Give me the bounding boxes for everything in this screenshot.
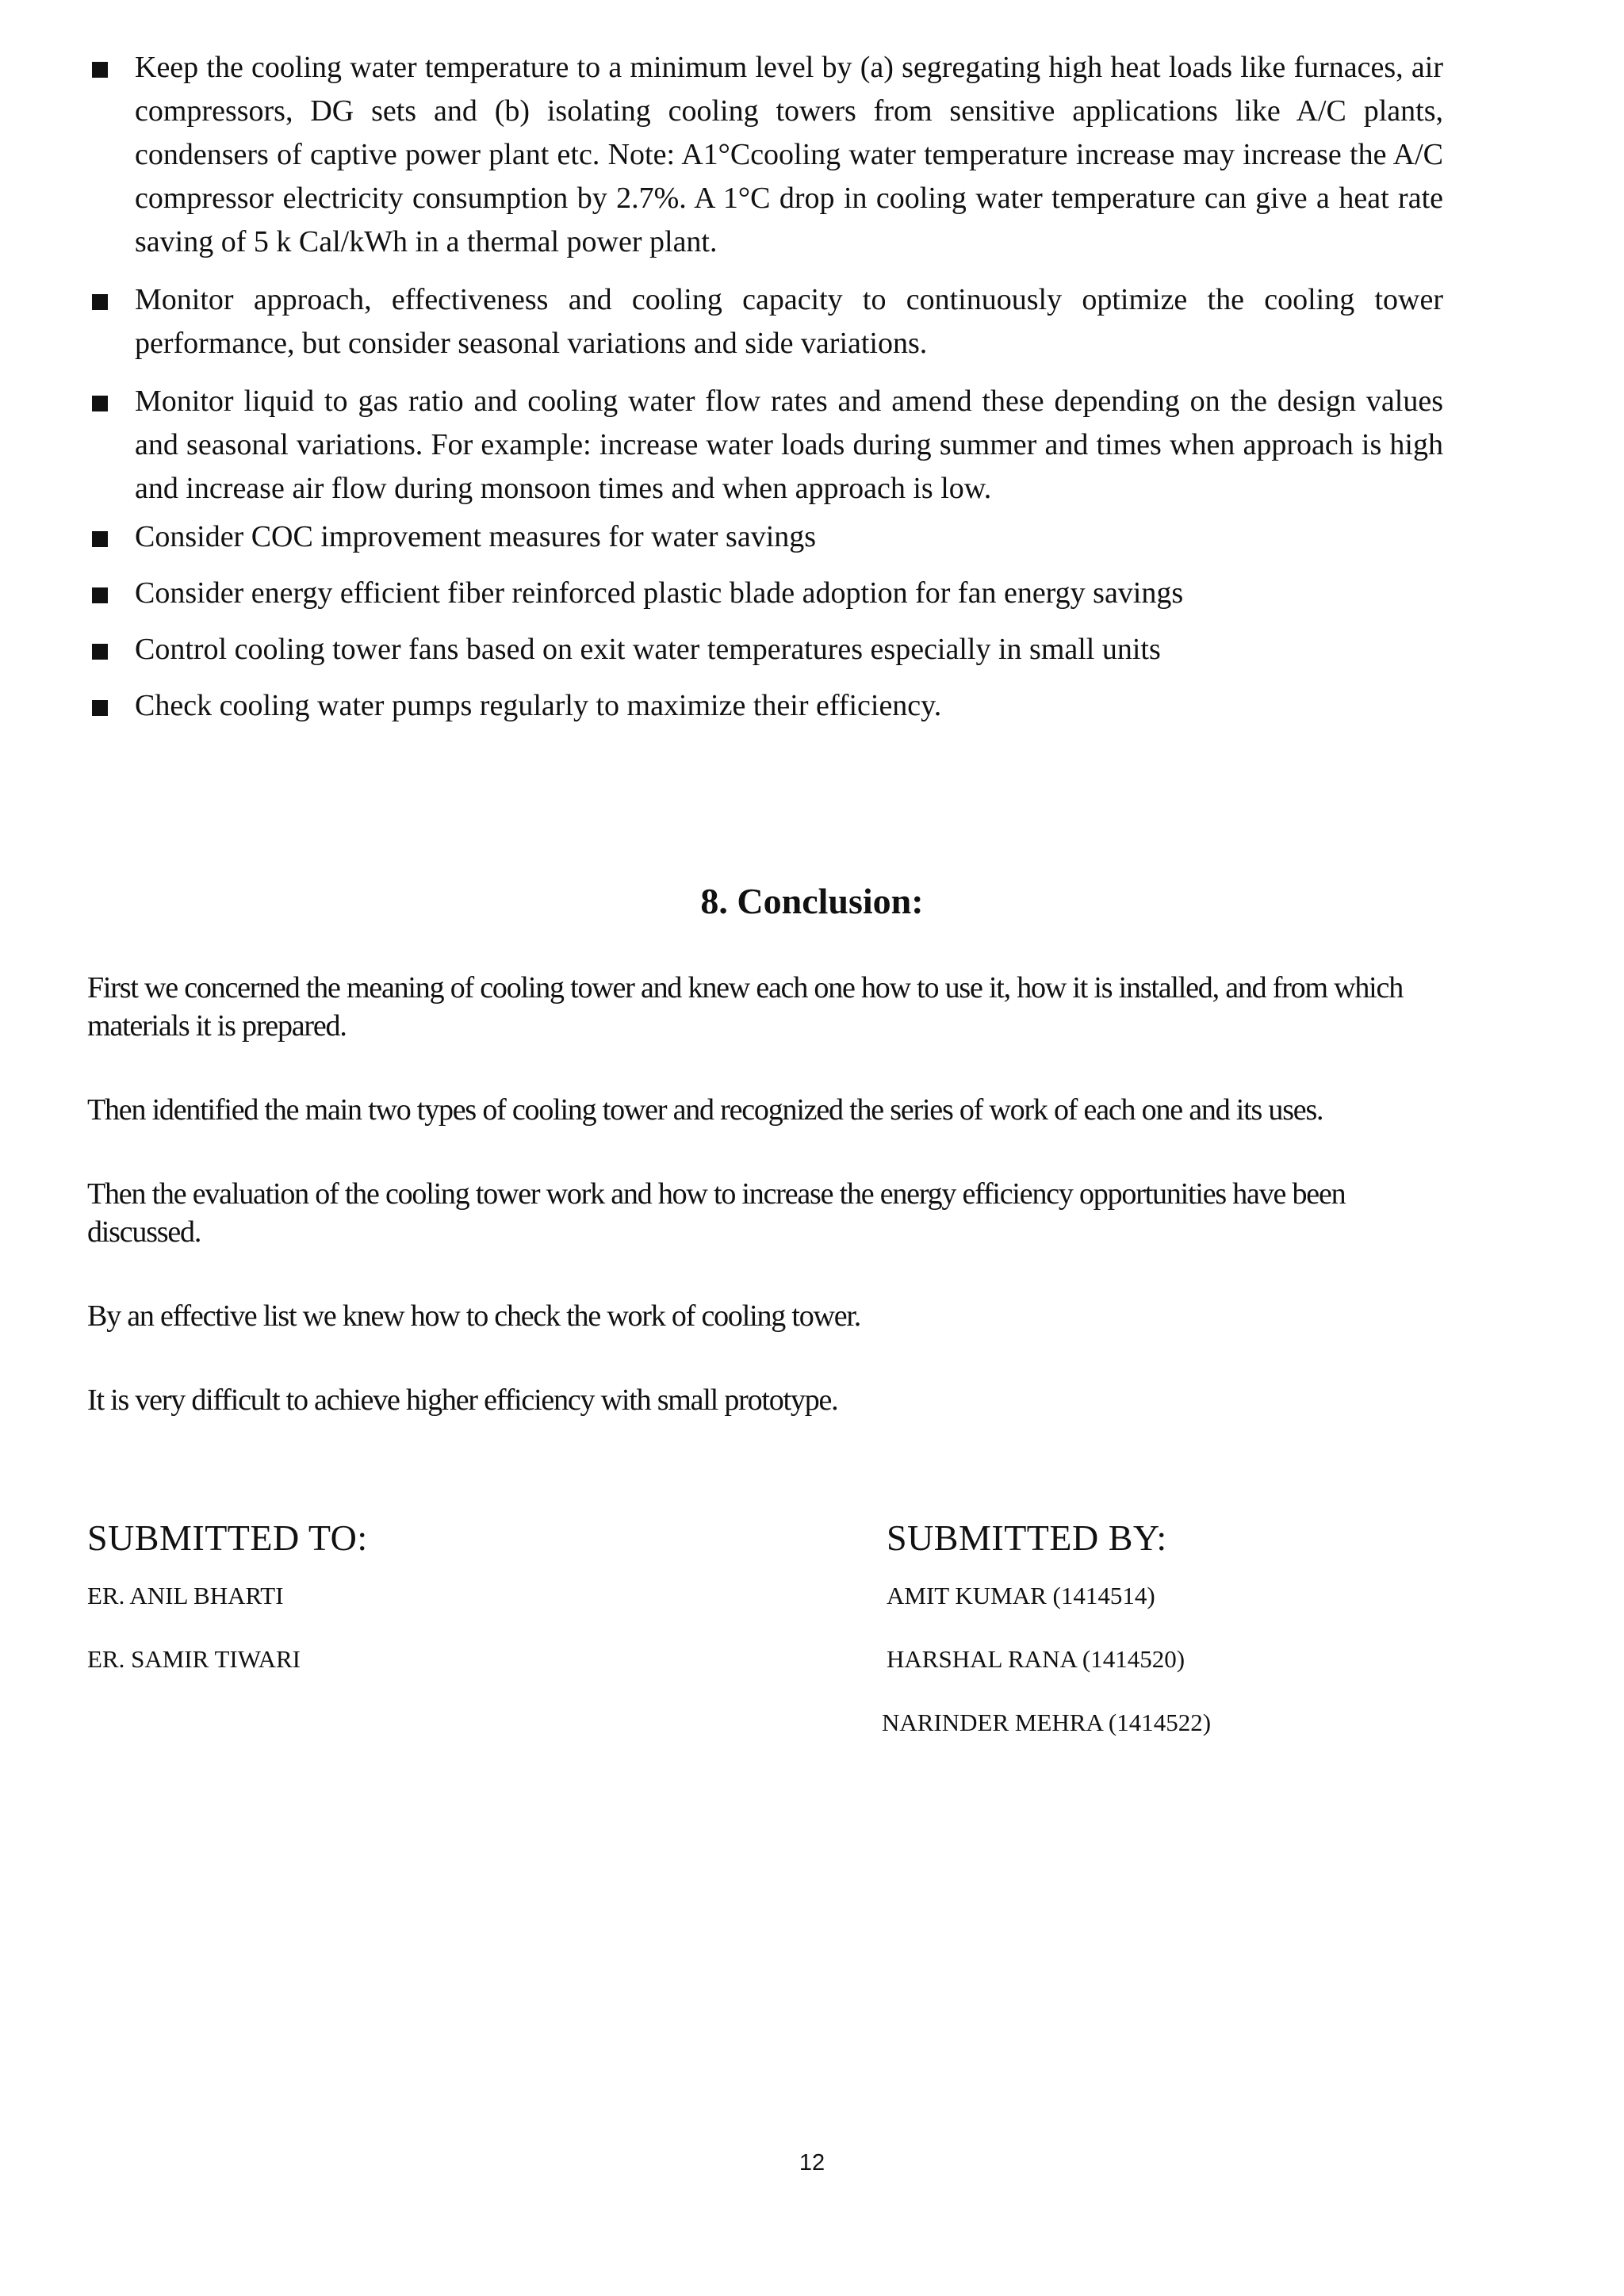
list-item	[89, 628, 1443, 672]
submission-block	[0, 1516, 1624, 1770]
list-item-text: Monitor liquid to gas ratio and cooling water flow rates and amend these depending on the design values and seasonal variations. For example: increase water loads during summer and times when approach is high and increase air flow during monsoon times and when approach is low.	[135, 385, 1443, 505]
submitted-by-column	[882, 1516, 1212, 1771]
square-bullet-icon	[92, 294, 108, 310]
student-name: NARINDER MEHRA (1414522)	[882, 1709, 1212, 1736]
conclusion-paragraph: By an effective list we knew how to check the work of cooling tower.	[87, 1299, 861, 1333]
recommendation-list	[89, 46, 1443, 740]
list-item	[89, 515, 1443, 559]
square-bullet-icon	[92, 644, 108, 660]
supervisor-name: ER. SAMIR TIWARI	[87, 1645, 301, 1673]
list-item-text: Monitor approach, effectiveness and cooling capacity to continuously optimize the cooling tower performance, but consider seasonal variations and side variations.	[135, 283, 1443, 360]
list-item-text: Control cooling tower fans based on exit water temperatures especially in small units	[135, 633, 1161, 666]
submitted-to-heading: SUBMITTED TO:	[87, 1517, 368, 1558]
supervisor-name: ER. ANIL BHARTI	[87, 1582, 284, 1609]
square-bullet-icon	[92, 396, 108, 411]
submitted-by-heading: SUBMITTED BY:	[887, 1517, 1167, 1558]
square-bullet-icon	[92, 62, 108, 78]
list-item	[89, 572, 1443, 615]
student-name: HARSHAL RANA (1414520)	[887, 1645, 1185, 1673]
square-bullet-icon	[92, 531, 108, 547]
section-title: 8. Conclusion:	[700, 881, 924, 921]
square-bullet-icon	[92, 700, 108, 716]
square-bullet-icon	[92, 587, 108, 603]
list-item-text: Consider COC improvement measures for water savings	[135, 520, 817, 553]
page-number: 12	[799, 2150, 825, 2175]
submitted-to-column	[87, 1516, 368, 1708]
student-name: AMIT KUMAR (1414514)	[887, 1582, 1155, 1609]
conclusion-body	[87, 969, 1451, 1465]
list-item	[89, 684, 1443, 728]
list-item	[89, 380, 1443, 511]
conclusion-paragraph: First we concerned the meaning of cooling tower and knew each one how to use it, how it is installed, and from which materials it is prepared.	[87, 971, 1404, 1043]
list-item-text: Check cooling water pumps regularly to maximize their efficiency.	[135, 689, 942, 722]
list-item	[89, 46, 1443, 264]
list-item-text: Consider energy efficient fiber reinforced plastic blade adoption for fan energy savings	[135, 576, 1184, 610]
list-item-text: Keep the cooling water temperature to a minimum level by (a) segregating high heat loads like furnaces, air compressors, DG sets and (b) isolating cooling towers from sensitive applications like A/C plants, condensers of captive power plant etc. Note: A1°Ccooling water temperature increase may increase the A/C compressor electricity consumption by 2.7%. A 1°C drop in cooling water temperature can give a heat rate saving of 5 k Cal/kWh in a thermal power plant.	[135, 51, 1443, 258]
conclusion-paragraph: It is very difficult to achieve higher efficiency with small prototype.	[87, 1383, 838, 1417]
list-item	[89, 278, 1443, 365]
conclusion-paragraph: Then the evaluation of the cooling tower work and how to increase the energy efficiency opportunities have been discussed.	[87, 1177, 1346, 1249]
conclusion-paragraph: Then identified the main two types of cooling tower and recognized the series of work of each one and its uses.	[87, 1093, 1323, 1127]
